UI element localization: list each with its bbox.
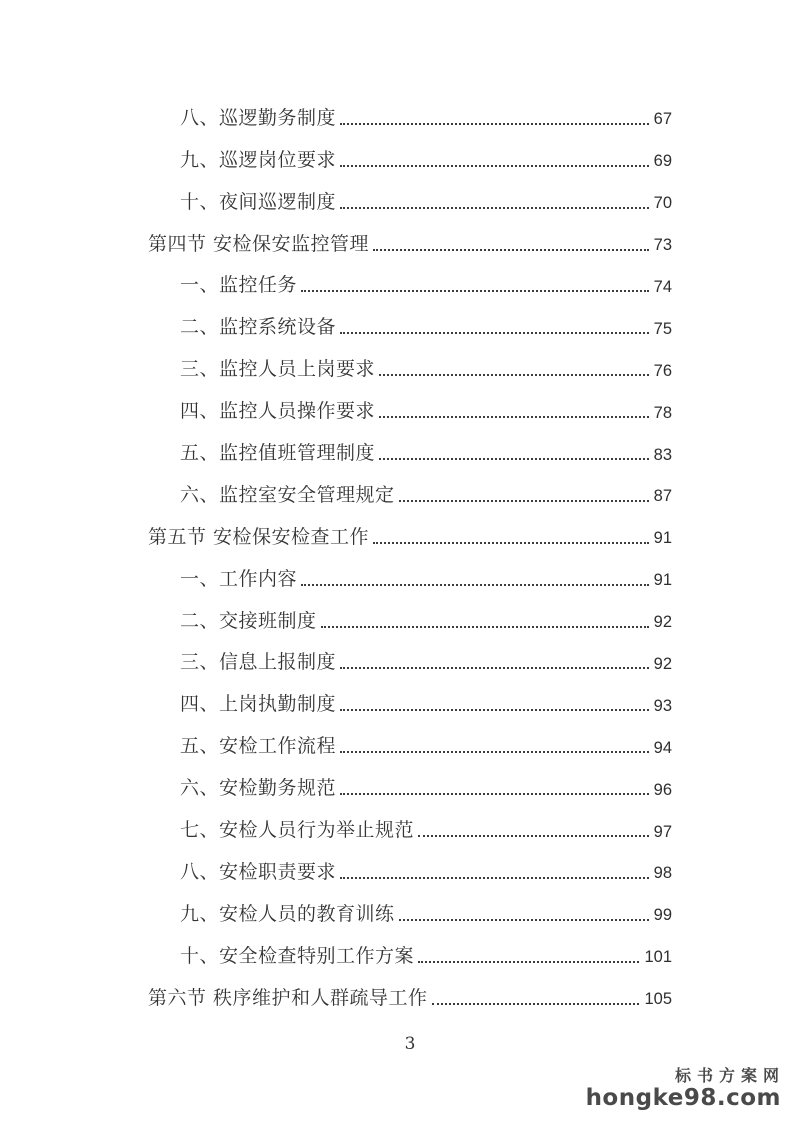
- toc-dot-leader: [340, 709, 649, 711]
- toc-dot-leader: [340, 207, 649, 209]
- toc-section-entry: [148, 512, 672, 554]
- toc-dot-leader: [418, 835, 649, 837]
- toc-sub-entry: [180, 889, 672, 931]
- toc-sub-entry: [180, 805, 672, 847]
- toc-entry-page-number: 69: [653, 152, 672, 171]
- toc-sub-entry: [180, 679, 672, 721]
- toc-entry-page-number: 93: [653, 696, 672, 715]
- toc-dot-leader: [379, 458, 649, 460]
- toc-entry-page-number: 67: [653, 110, 672, 129]
- toc-dot-leader: [340, 123, 649, 125]
- toc-entry-label: 五、安检工作流程: [180, 735, 337, 758]
- toc-sub-entry: [180, 428, 672, 470]
- toc-entry-page-number: 87: [653, 487, 672, 506]
- toc-entry-page-number: 92: [653, 613, 672, 632]
- toc-sub-entry: [180, 554, 672, 596]
- toc-entry-page-number: 94: [653, 738, 672, 757]
- toc-sub-entry: [180, 638, 672, 680]
- toc-entry-label: 三、监控人员上岗要求: [180, 358, 376, 381]
- toc-entry-label: 八、安检职责要求: [180, 860, 337, 883]
- toc-dot-leader: [301, 584, 649, 586]
- toc-sub-entry: [180, 135, 672, 177]
- toc-entry-page-number: 92: [653, 654, 672, 673]
- toc-entry-page-number: 97: [653, 822, 672, 841]
- toc-entry-page-number: 99: [653, 906, 672, 925]
- watermark: [585, 1066, 785, 1111]
- toc-entry-label: 第五节 安检保安检查工作: [148, 525, 370, 548]
- toc-entry-page-number: 76: [653, 361, 672, 380]
- toc-section-entry: [148, 219, 672, 261]
- toc-entry-label: 二、交接班制度: [180, 609, 317, 632]
- toc-sub-entry: [180, 721, 672, 763]
- toc-entry-label: 四、监控人员操作要求: [180, 400, 376, 423]
- toc-sub-entry: [180, 470, 672, 512]
- watermark-site-name: 标书方案网: [674, 1066, 785, 1085]
- toc-dot-leader: [340, 332, 649, 334]
- toc-entry-label: 一、监控任务: [180, 274, 298, 297]
- toc-sub-entry: [180, 847, 672, 889]
- toc-entry-label: 第四节 安检保安监控管理: [148, 232, 370, 255]
- toc-entry-label: 七、安检人员行为举止规范: [180, 819, 415, 842]
- toc-sub-entry: [180, 177, 672, 219]
- toc-entry-page-number: 78: [653, 403, 672, 422]
- toc-sub-entry: [180, 93, 672, 135]
- toc-sub-entry: [180, 261, 672, 303]
- toc-dot-leader: [340, 793, 649, 795]
- toc-entry-label: 五、监控值班管理制度: [180, 442, 376, 465]
- toc-sub-entry: [180, 344, 672, 386]
- toc-entry-page-number: 91: [653, 529, 672, 548]
- toc-entry-label: 八、巡逻勤务制度: [180, 106, 337, 129]
- toc-entry-label: 六、监控室安全管理规定: [180, 483, 395, 506]
- watermark-site-url: hongke98.com: [585, 1085, 781, 1111]
- toc-dot-leader: [340, 751, 649, 753]
- toc-entry-label: 二、监控系统设备: [180, 316, 337, 339]
- toc-entry-label: 三、信息上报制度: [180, 651, 337, 674]
- toc-dot-leader: [432, 1003, 640, 1005]
- toc-dot-leader: [379, 416, 649, 418]
- toc-sub-entry: [180, 302, 672, 344]
- toc-entry-label: 六、安检勤务规范: [180, 777, 337, 800]
- toc-dot-leader: [340, 667, 649, 669]
- toc-dot-leader: [418, 961, 639, 963]
- toc-entry-page-number: 91: [653, 571, 672, 590]
- toc-entry-label: 十、夜间巡逻制度: [180, 190, 337, 213]
- toc-entry-label: 四、上岗执勤制度: [180, 693, 337, 716]
- toc-dot-leader: [301, 290, 649, 292]
- toc-dot-leader: [399, 500, 649, 502]
- toc-entry-label: 第六节 秩序维护和人群疏导工作: [148, 986, 428, 1009]
- toc-entry-page-number: 74: [653, 277, 672, 296]
- toc-entry-page-number: 98: [653, 864, 672, 883]
- toc-entry-label: 九、巡逻岗位要求: [180, 148, 337, 171]
- table-of-contents: [148, 93, 672, 1015]
- toc-dot-leader: [340, 877, 649, 879]
- toc-dot-leader: [321, 626, 649, 628]
- toc-entry-label: 一、工作内容: [180, 567, 298, 590]
- toc-sub-entry: [180, 386, 672, 428]
- toc-sub-entry: [180, 596, 672, 638]
- toc-entry-page-number: 70: [653, 194, 672, 213]
- toc-dot-leader: [373, 542, 649, 544]
- toc-sub-entry: [180, 763, 672, 805]
- toc-entry-label: 九、安检人员的教育训练: [180, 902, 395, 925]
- toc-entry-page-number: 75: [653, 319, 672, 338]
- toc-section-entry: [148, 973, 672, 1015]
- toc-entry-page-number: 105: [644, 990, 672, 1009]
- page-number: 3: [404, 1034, 416, 1054]
- toc-entry-page-number: 96: [653, 780, 672, 799]
- toc-entry-page-number: 83: [653, 445, 672, 464]
- toc-entry-page-number: 73: [653, 236, 672, 255]
- toc-entry-label: 十、安全检查特别工作方案: [180, 944, 415, 967]
- toc-dot-leader: [379, 374, 649, 376]
- toc-sub-entry: [180, 931, 672, 973]
- toc-dot-leader: [373, 249, 649, 251]
- toc-dot-leader: [340, 165, 649, 167]
- toc-entry-page-number: 101: [644, 948, 672, 967]
- toc-dot-leader: [399, 919, 649, 921]
